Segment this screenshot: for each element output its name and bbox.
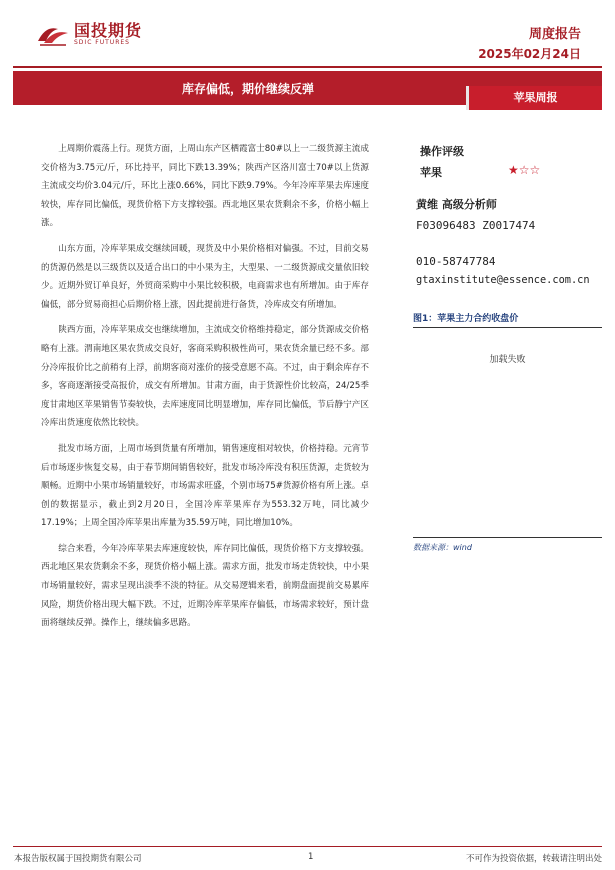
body-paragraph: 上周期价震荡上行。现货方面，上周山东产区栖霞富士80#以上一二级货源主流成交价格为3.75元/斤，环比持平，同比下跌13.39%；陕西产区洛川富士70#以上货源主流成交均价3.04元/斤，环比上涨0.66%，同比下跌9.79%。今年冷库苹果去库速度较快，库存同比偏低，现货价格下方支撑较强。西北地区果农货剩余不多，价格小幅上涨。 [41,144,369,229]
figure-bottom-rule [413,537,602,538]
company-logo [36,22,142,47]
analyst-name: 黄维 高级分析师 [416,198,497,211]
figure-top-rule [413,327,602,328]
logo-text: 国投期货 [74,21,143,40]
body-paragraph: 综合来看，今年冷库苹果去库速度较快，库存同比偏低，现货价格下方支撑较强。西北地区果农货剩余不多，现货价格小幅上涨。需求方面，批发市场走货较快，中小果市场销量较好，需求呈现出淡季不淡的特征。从交易逻辑来看，前期盘面提前交易累库风险，期货价格出现大幅下跌。不过，近期冷库苹果库存偏低，市场需求较好，预计盘面将继续反弹。操作上，继续偏多思路。 [41,543,369,629]
figure-load-error: 加载失败 [489,355,526,365]
rating-row [420,164,560,180]
rating-product: 苹果 [420,166,442,179]
logo-subtext: SDIC FUTURES [74,39,130,46]
report-date: 2025年02月24日 [478,47,581,61]
logo-mark-icon [36,23,70,47]
report-title: 库存偏低，期价继续反弹 [181,82,314,96]
analyst-phone: 010-58747784 [416,255,496,268]
report-type: 周度报告 [528,27,581,42]
figure-caption: 图1：苹果主力合约收盘价 [413,314,519,324]
body-paragraph: 陕西方面，冷库苹果成交也继续增加，主流成交价格维持稳定，部分货源成交价格略有上涨。渭南地区果农货成交良好，客商采购积极性尚可，果农货余量已经不多。部分冷库报价比之前稍有上浮，前期客商对涨价的接受意愿不高。不过，由于剩余库存不多，客商逐渐接受高报价，成交有所增加。甘肃方面，由于货源性价比较高，24/25季度甘肃地区苹果销售节奏较快，去库速度同比明显增加，库存同比偏低，节后静宁产区冷库出货速度依然比较快。 [41,325,369,429]
report-body [41,140,369,640]
header-divider [13,66,602,68]
figure-area [413,340,602,530]
footer-divider [13,846,602,847]
rating-stars-icon: ★☆☆ [508,163,541,177]
section-tab: 苹果周报 [466,86,602,110]
footer-disclaimer: 不可作为投资依据，转载请注明出处 [465,854,602,864]
report-header [0,0,615,68]
page-number: 1 [308,852,314,862]
rating-label: 操作评级 [420,145,464,158]
footer-copyright: 本报告版权属于国投期货有限公司 [14,854,142,864]
analyst-license: F03096483 Z0017474 [416,219,536,232]
analyst-email: gtaxinstitute@essence.com.cn [416,274,590,286]
figure-source: 数据来源：wind [413,543,472,552]
body-paragraph: 批发市场方面，上周市场到货量有所增加，销售速度相对较快，价格持稳。元宵节后市场逐步恢复交易，由于春节期间销售较好，批发市场冷库没有积压货源，走货较为顺畅。近期中小果市场销量较好，市场需求旺盛，个别市场75#货源价格有所上涨。卓创的数据显示，截止到2月20日，全国冷库苹果库存为553.32万吨，同比减少17.19%；上周全国冷库苹果出库量为35.59万吨，同比增加10%。 [41,443,369,529]
body-paragraph: 山东方面，冷库苹果成交继续回暖，现货及中小果价格相对偏强。不过，目前交易的货源仍然是以三级货以及适合出口的中小果为主，大型果、一二级货源成交量依旧较少。近期外贸订单良好，外贸商采购中小果比较积极，电商需求也有所增加。由于库存偏低，部分贸易商担心后期价格上涨，因此提前进行备货，冷库成交有所增加。 [41,243,369,310]
